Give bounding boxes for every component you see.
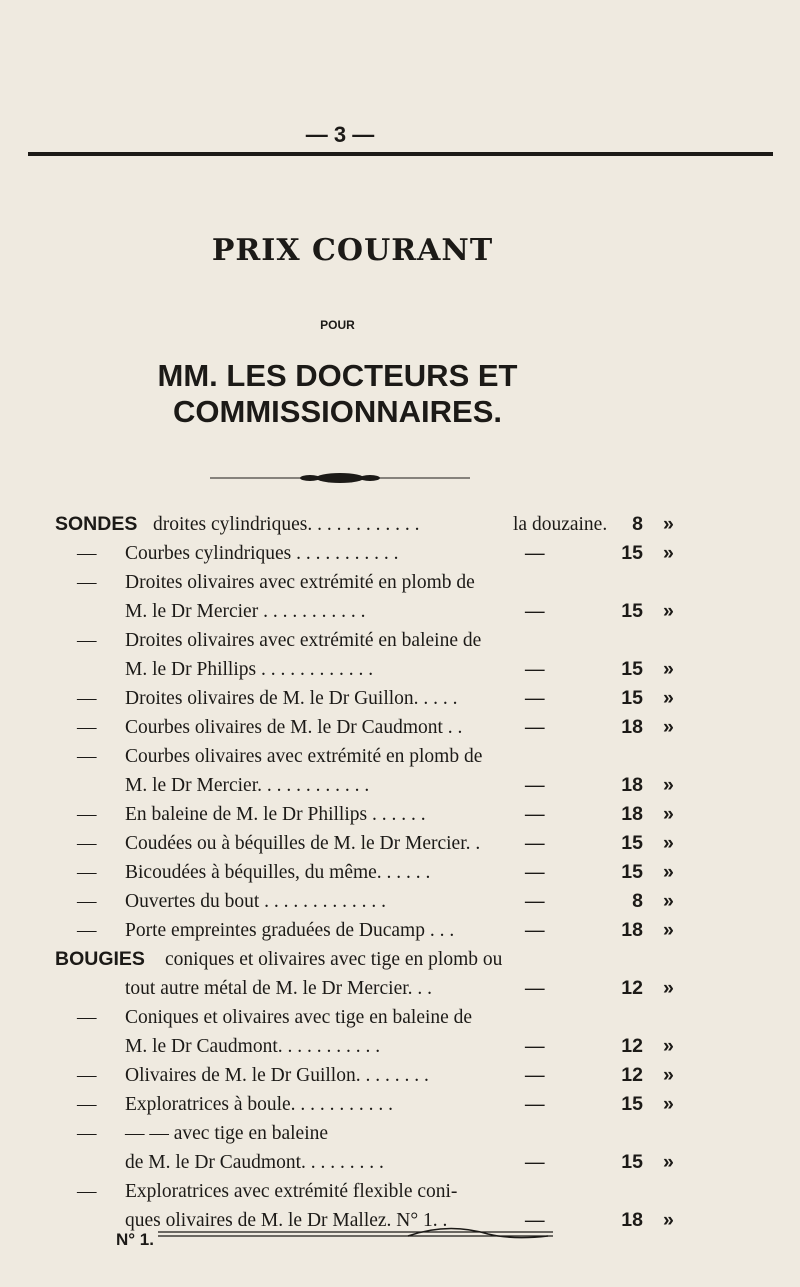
price-suffix: » (663, 774, 674, 796)
ditto-dash: — (77, 862, 97, 883)
item-price: 15 (621, 658, 643, 680)
ditto-dash: — (77, 1007, 97, 1028)
catalog-row (55, 1090, 775, 1119)
item-description: Olivaires de M. le Dr Guillon. . . . . . . . (125, 1065, 429, 1086)
catalog-row (55, 974, 775, 1003)
price-suffix: » (663, 1209, 674, 1231)
item-description: Courbes cylindriques . . . . . . . . . . . (125, 543, 399, 564)
item-description: Coudées ou à béquilles de M. le Dr Mercier. . (125, 833, 481, 854)
catalog-list (55, 510, 775, 1235)
ditto-dash: — (525, 833, 545, 854)
item-description: M. le Dr Caudmont. . . . . . . . . . . (125, 1036, 381, 1057)
item-price: 8 (632, 513, 643, 535)
price-suffix: » (663, 1064, 674, 1086)
catalog-row (55, 568, 775, 597)
ditto-dash: — (525, 891, 545, 912)
ditto-dash: — (525, 717, 545, 738)
ditto-dash: — (525, 688, 545, 709)
ditto-dash: — (77, 804, 97, 825)
catalog-row (55, 1177, 775, 1206)
price-suffix: » (663, 716, 674, 738)
item-description: Droites olivaires avec extrémité en plomb de (125, 572, 475, 593)
price-suffix: » (663, 1093, 674, 1115)
item-description: — — avec tige en baleine (125, 1123, 329, 1144)
price-suffix: » (663, 513, 674, 535)
item-description: Droites olivaires de M. le Dr Guillon. . . . . (125, 688, 458, 709)
price-suffix: » (663, 977, 674, 999)
ditto-dash: — (77, 891, 97, 912)
item-description: En baleine de M. le Dr Phillips . . . . . . (125, 804, 426, 825)
catalog-row (55, 742, 775, 771)
ditto-dash: — (525, 1036, 545, 1057)
ditto-dash: — (525, 543, 545, 564)
ditto-dash: — (77, 746, 97, 767)
signature-mark: N° 1. (116, 1230, 154, 1249)
ditto-dash: — (525, 1065, 545, 1086)
ditto-dash: — (525, 920, 545, 941)
ditto-dash: — (77, 1123, 97, 1144)
ditto-dash: — (77, 572, 97, 593)
ditto-dash: — (525, 659, 545, 680)
ornament-divider (210, 470, 470, 486)
ditto-dash: — (77, 833, 97, 854)
item-description: Courbes olivaires avec extrémité en plomb de (125, 746, 483, 767)
item-description: M. le Dr Mercier . . . . . . . . . . . (125, 601, 366, 622)
item-description: ques olivaires de M. le Dr Mallez. N° 1. . (125, 1210, 448, 1231)
ditto-dash: — (77, 717, 97, 738)
price-suffix: » (663, 890, 674, 912)
item-description: M. le Dr Mercier. . . . . . . . . . . . (125, 775, 370, 796)
item-description: Coniques et olivaires avec tige en baleine de (125, 1007, 473, 1028)
prix-courant-heading: PRIX COURANT (211, 233, 494, 268)
catalog-row (55, 1003, 775, 1032)
item-description: Droites olivaires avec extrémité en baleine de (125, 630, 482, 651)
ditto-dash: — (77, 543, 97, 564)
item-description: tout autre métal de M. le Dr Mercier. . . (125, 978, 433, 999)
catalog-row (55, 1061, 775, 1090)
item-price: 15 (621, 861, 643, 883)
price-suffix: » (663, 687, 674, 709)
catalog-row (55, 539, 775, 568)
catalog-row (55, 510, 775, 539)
item-price: 18 (621, 716, 643, 738)
category-label: BOUGIES (55, 948, 145, 970)
item-price: 15 (621, 600, 643, 622)
catalog-row (55, 713, 775, 742)
item-price: 18 (621, 774, 643, 796)
price-suffix: » (663, 600, 674, 622)
item-description: Exploratrices à boule. . . . . . . . . . . (125, 1094, 394, 1115)
catalog-row (55, 684, 775, 713)
top-rule (28, 152, 773, 156)
ditto-dash: — (525, 978, 545, 999)
item-price: 18 (621, 1209, 643, 1231)
price-suffix: » (663, 803, 674, 825)
ditto-dash: — (77, 1065, 97, 1086)
item-price: 12 (621, 1064, 643, 1086)
item-description: M. le Dr Phillips . . . . . . . . . . . . (125, 659, 374, 680)
unit-label: la douzaine. (513, 514, 608, 535)
catalog-row (55, 1119, 775, 1148)
item-description: Exploratrices avec extrémité flexible coni- (125, 1181, 458, 1202)
price-suffix: » (663, 919, 674, 941)
item-description: coniques et olivaires avec tige en plomb ou (165, 949, 503, 970)
item-price: 12 (621, 1035, 643, 1057)
item-price: 15 (621, 1093, 643, 1115)
item-price: 18 (621, 803, 643, 825)
item-price: 12 (621, 977, 643, 999)
catalog-row (55, 887, 775, 916)
item-price: 15 (621, 1151, 643, 1173)
page-number: — 3 — (305, 122, 375, 147)
catalog-row (55, 800, 775, 829)
main-heading: MM. LES DOCTEURS ET COMMISSIONNAIRES. (157, 358, 518, 429)
ditto-dash: — (525, 775, 545, 796)
item-price: 18 (621, 919, 643, 941)
ditto-dash: — (525, 862, 545, 883)
item-description: Courbes olivaires de M. le Dr Caudmont . . (125, 717, 463, 738)
category-label: SONDES (55, 513, 138, 535)
price-suffix: » (663, 861, 674, 883)
catalog-row (55, 597, 775, 626)
item-description: Porte empreintes graduées de Ducamp . . . (125, 920, 455, 941)
ditto-dash: — (525, 1094, 545, 1115)
ditto-dash: — (77, 920, 97, 941)
catalog-row (55, 1148, 775, 1177)
catalog-row (55, 916, 775, 945)
catalog-row (55, 771, 775, 800)
price-suffix: » (663, 658, 674, 680)
catalog-row (55, 626, 775, 655)
ditto-dash: — (77, 1181, 97, 1202)
catalog-row (55, 655, 775, 684)
price-suffix: » (663, 1035, 674, 1057)
catalog-row (55, 829, 775, 858)
item-description: Ouvertes du bout . . . . . . . . . . . . . (125, 891, 387, 912)
ditto-dash: — (77, 1094, 97, 1115)
item-description: de M. le Dr Caudmont. . . . . . . . . (125, 1152, 384, 1173)
price-suffix: » (663, 1151, 674, 1173)
item-price: 15 (621, 832, 643, 854)
item-price: 15 (621, 687, 643, 709)
catalog-row (55, 945, 775, 974)
item-description: Bicoudées à béquilles, du même. . . . . . (125, 862, 431, 883)
catalog-row (55, 1032, 775, 1061)
price-suffix: » (663, 832, 674, 854)
ditto-dash: — (525, 1210, 545, 1231)
ditto-dash: — (525, 1152, 545, 1173)
ditto-dash: — (77, 688, 97, 709)
ditto-dash: — (77, 630, 97, 651)
item-price: 8 (632, 890, 643, 912)
price-suffix: » (663, 542, 674, 564)
pour-label: POUR (320, 318, 355, 332)
catalog-row (55, 858, 775, 887)
ditto-dash: — (525, 601, 545, 622)
item-price: 15 (621, 542, 643, 564)
item-description: droites cylindriques. . . . . . . . . . . . (153, 514, 420, 535)
ditto-dash: — (525, 804, 545, 825)
footer-flourish (158, 1226, 553, 1244)
